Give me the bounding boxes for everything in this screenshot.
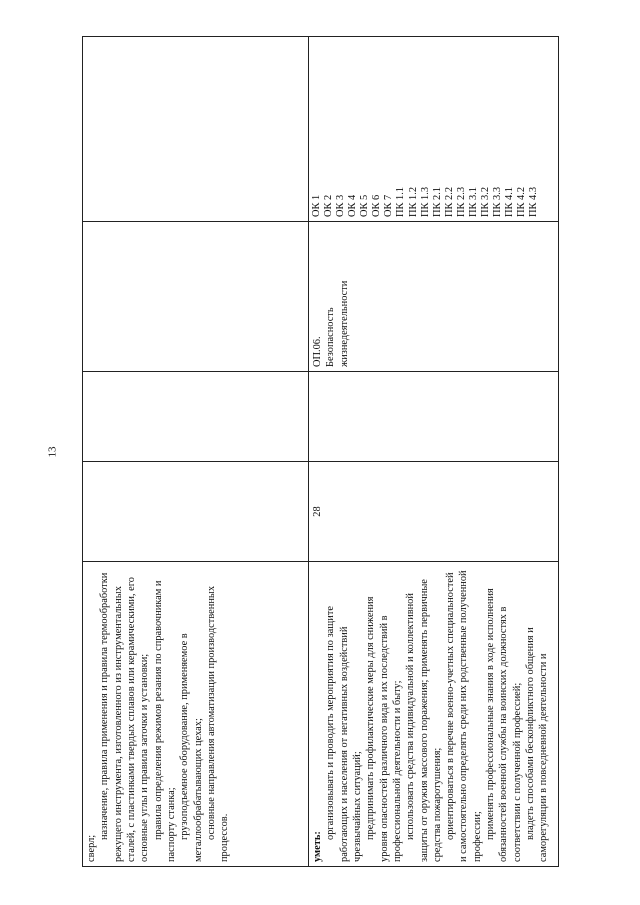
competency-code: ПК 3.2 (479, 186, 491, 217)
table-row (83, 37, 309, 867)
competencies-cell (83, 37, 309, 222)
competency-code: ПК 3.1 (467, 186, 479, 217)
empty-cell (83, 372, 309, 462)
competency-code: ПК 2.2 (443, 186, 455, 217)
competency-code: ПК 1.3 (419, 186, 431, 217)
content-cell (309, 562, 559, 867)
hours-cell (83, 462, 309, 562)
competency-code: ОК 2 (323, 194, 335, 217)
content-line: сверл; (86, 834, 97, 862)
competency-code: ПК 4.2 (516, 186, 528, 217)
content-line: применять профессиональные знания в ходе исполнения обязанностей военной службы на воинских должностях в соответствии с полученной профессией; (485, 588, 523, 862)
competency-code: ПК 2.1 (431, 186, 443, 217)
competency-code: ОК 3 (335, 194, 347, 217)
content-line: грузоподъемное оборудование, применяемое в металлообрабатывающих цехах; (179, 633, 204, 862)
competency-code: ПК 3.3 (491, 186, 503, 217)
table-row (309, 37, 559, 867)
competency-code: ПК 1.2 (407, 186, 419, 217)
content-line: организовывать и проводить мероприятия по защите работающих и населения от негативных воздействий чрезвычайных ситуаций; (325, 605, 363, 862)
content-line: правила определения режимов резания по справочникам и паспорту станка; (152, 580, 177, 862)
discipline-cell (309, 222, 559, 372)
content-line: предпринимать профилактические меры для снижения уровня опасностей различного вида и их последствий в профессиональной деятельности и быту; (365, 596, 403, 862)
empty-cell (309, 372, 559, 462)
competency-code: ПК 2.3 (455, 186, 467, 217)
competency-code: ПК 4.1 (504, 186, 515, 217)
content-line: основные направления автоматизации производственных процессов. (205, 585, 231, 862)
competency-code: ОК 1 (311, 194, 322, 217)
content-cell (83, 562, 309, 867)
discipline-cell (83, 222, 309, 372)
content-line: владеть способами бесконфликтного общения и саморегуляции в повседневной деятельности и (525, 627, 550, 862)
content-line: использовать средства индивидуальной и коллективной защиты от оружия массового поражения; применять первичные средства пожаротушения; (405, 579, 443, 862)
competency-code: ОК 7 (383, 194, 395, 217)
curriculum-table (82, 36, 559, 867)
skills-heading: уметь: (312, 831, 323, 862)
competencies-cell (309, 37, 559, 222)
rotated-table-sheet (82, 37, 558, 867)
discipline-code: ОП.06. (312, 336, 323, 367)
competency-code: ПК 1.1 (395, 186, 407, 217)
competency-code: ОК 6 (371, 194, 383, 217)
competency-code: ОК 4 (347, 194, 359, 217)
competency-code: ПК 4.3 (528, 186, 540, 217)
discipline-name: Безопасность жизнедеятельности (325, 280, 350, 367)
page-number: 13 (46, 446, 59, 458)
content-line: назначение, правила применения и правила термообработки режущего инструмента, изготовленного из инструментальных сталей, с пластинками твердых сплавов или керамическими, его основные углы и правила заточки и установки; (99, 572, 151, 862)
hours-cell: 28 (309, 462, 559, 562)
content-line: ориентироваться в перечне военно-учетных специальностей и самостоятельно определять среди них родственные полученной профессии; (445, 570, 483, 862)
competency-code: ОК 5 (359, 194, 371, 217)
